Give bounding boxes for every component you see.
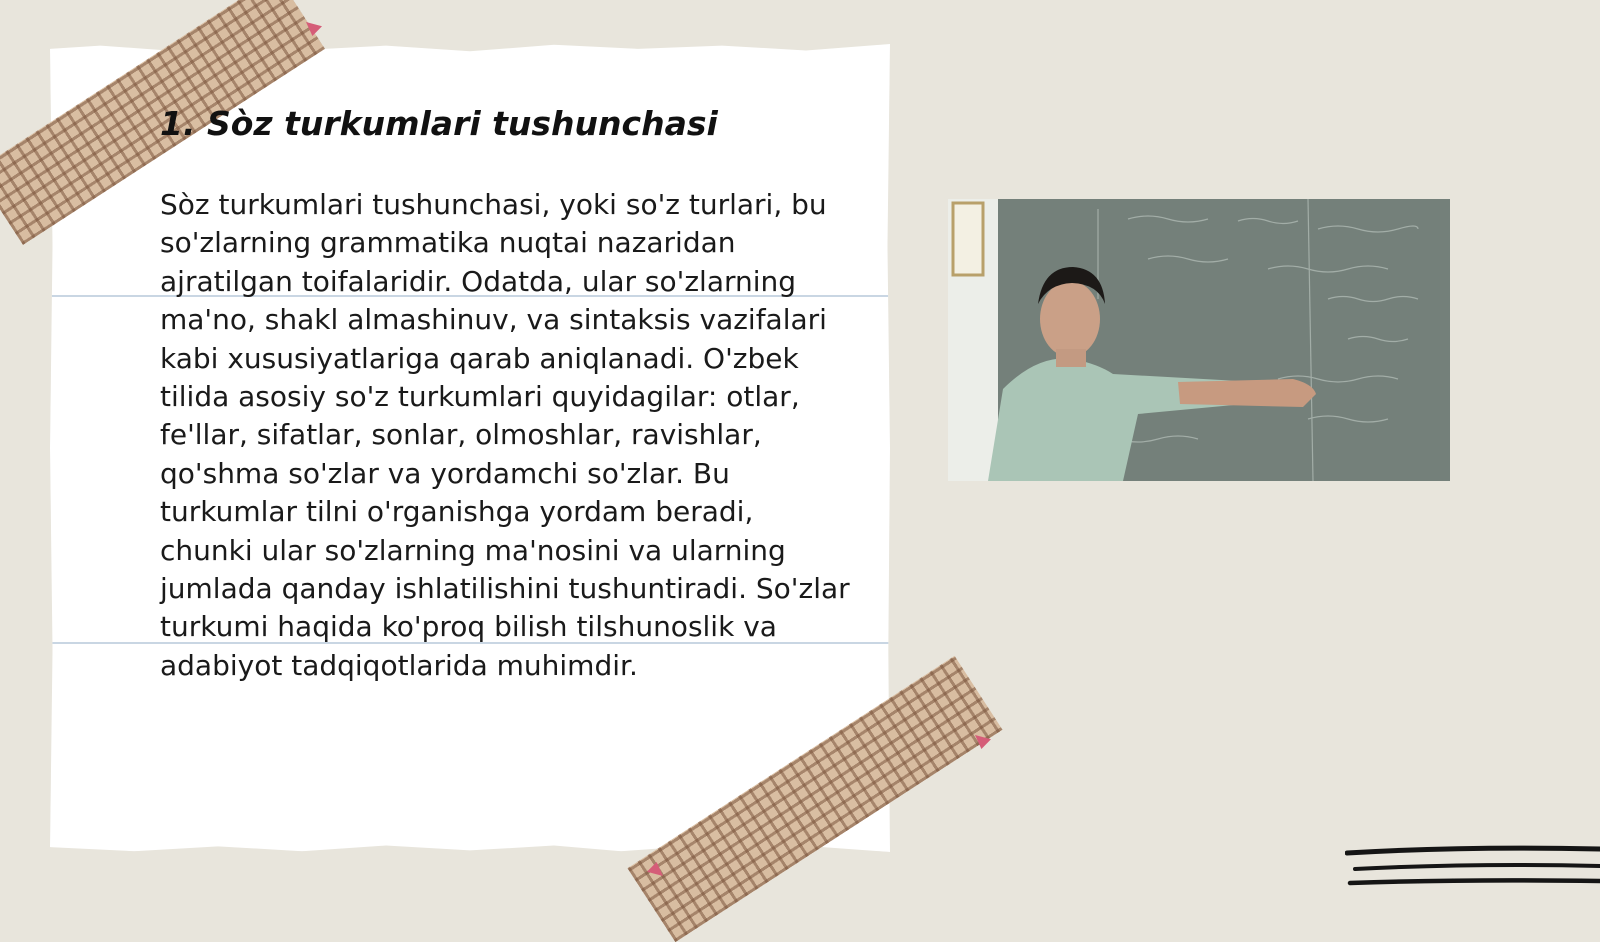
slide-body-text: Sòz turkumlari tushunchasi, yoki so'z turlari, bu so'zlarning grammatika nuqtai nazaridan ajratilgan toifalaridir. Odatda, ular so'zlarning ma'no, shakl almashinuv, va sintaksis vazifalari kabi xususiyatlariga qarab aniqlanadi. O'zbek tilida asosiy so'z turkumlari quyidagilar: otlar, fe'llar, sifatlar, sonlar, olmoshlar, ravishlar, qo'shma so'zlar va yordamchi so'zlar. Bu turkumlar tilni o'rganishga yordam beradi, chunki ular so'zlarning ma'nosini va ularning jumlada qanday ishlatilishini tushuntiradi. So'zlar turkumi haqida ko'proq bilish tilshunoslik va adabiyot tadqiqotlarida muhimdir. bbox=[160, 188, 850, 682]
teacher-photo bbox=[948, 199, 1450, 481]
teacher-at-chalkboard-image bbox=[948, 199, 1450, 481]
decorative-brush-strokes bbox=[1345, 843, 1600, 891]
slide-title: 1. Sòz turkumlari tushunchasi bbox=[160, 104, 718, 143]
